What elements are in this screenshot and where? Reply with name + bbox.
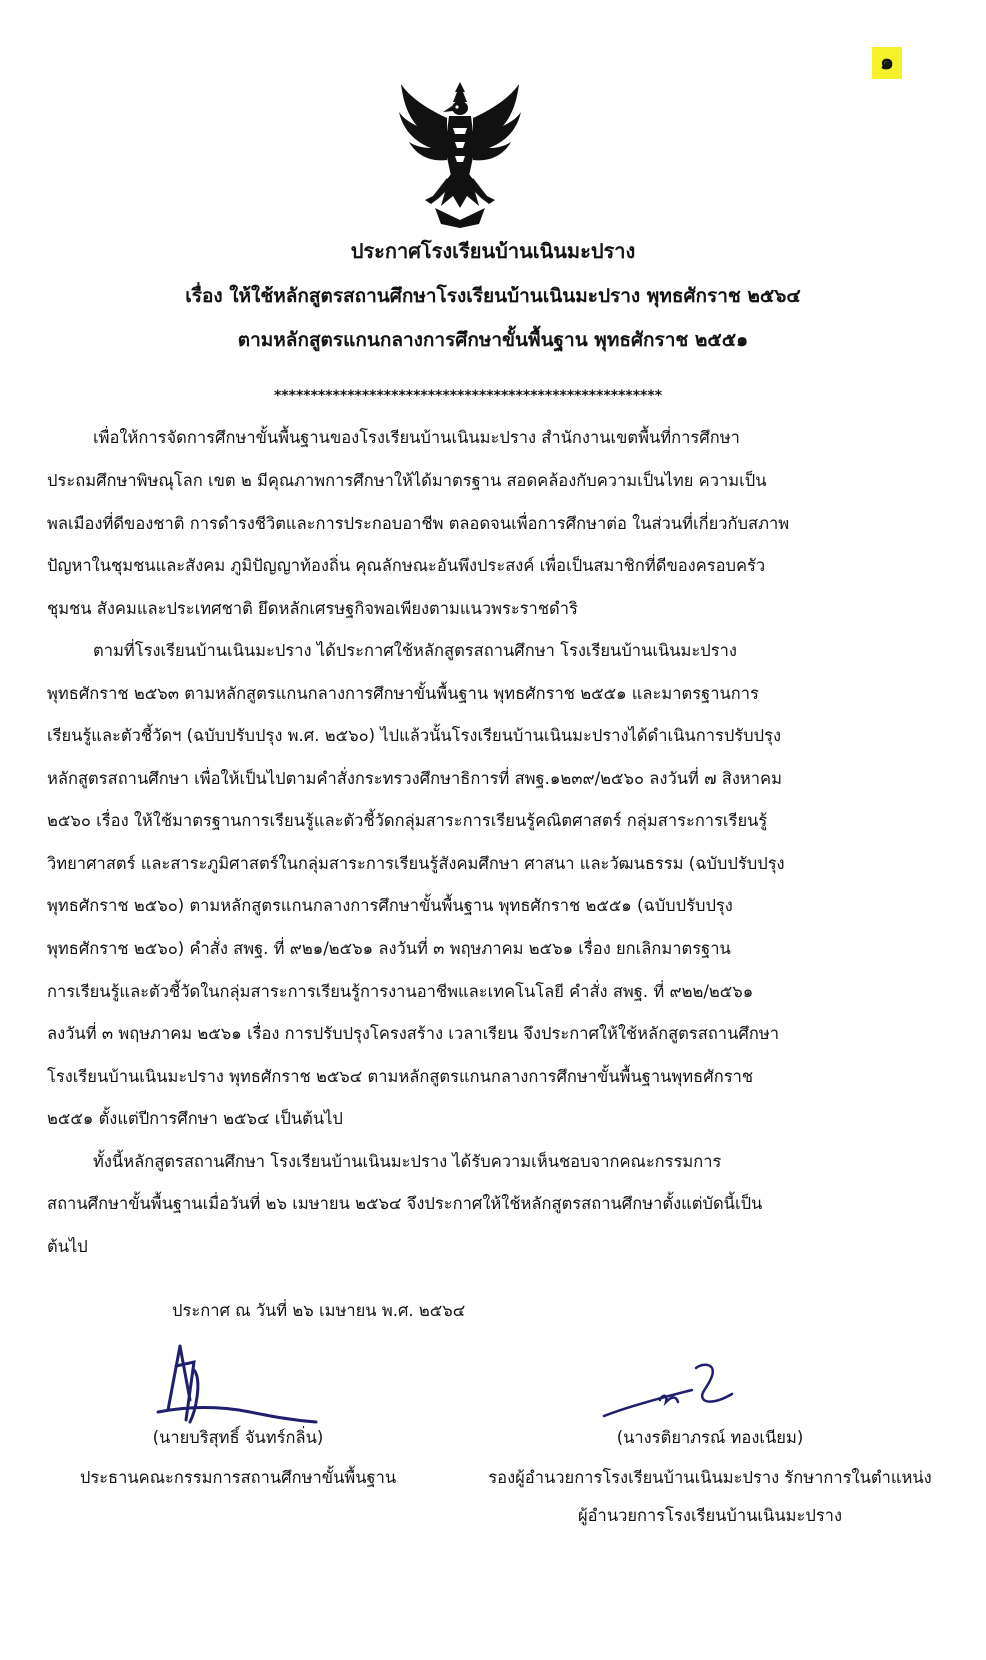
left-signature-icon (150, 1340, 320, 1430)
announcement-title: ประกาศโรงเรียนบ้านเนินมะปราง (350, 239, 636, 263)
right-signatory-name: (นางรติยาภรณ์ ทองเนียม) (616, 1428, 804, 1447)
right-signatory-position-line2: ผู้อำนวยการโรงเรียนบ้านเนินมะปราง (577, 1506, 843, 1525)
announcement-date: ประกาศ ณ วันที่ ๒๖ เมษายน พ.ศ. ๒๕๖๔ (172, 1301, 466, 1320)
text-line: ตามที่โรงเรียนบ้านเนินมะปราง ได้ประกาศใช้หลักสูตรสถานศึกษา โรงเรียนบ้านเนินมะปราง (93, 641, 737, 660)
right-signatory (455, 1425, 965, 1529)
left-signatory-name: (นายบริสุทธิ์ จันทร์กลิ่น) (152, 1428, 324, 1447)
text-line: หลักสูตรสถานศึกษา เพื่อให้เป็นไปตามคำสั่งกระทรวงศึกษาธิการที่ สพฐ.๑๒๓๙/๒๕๖๐ ลงวันที่ ๗ สิงหาคม (47, 769, 782, 788)
left-signatory (0, 1425, 476, 1491)
announcement-basis: ตามหลักสูตรแกนกลางการศึกษาขั้นพื้นฐาน พุทธศักราช ๒๕๕๑ (237, 329, 749, 351)
text-line: เรียนรู้และตัวชี้วัดฯ (ฉบับปรับปรุง พ.ศ. ๒๕๖๐) ไปแล้วนั้นโรงเรียนบ้านเนินมะปรางได้ดำเนินการปรับปรุง (47, 726, 782, 745)
text-line: โรงเรียนบ้านเนินมะปราง พุทธศักราช ๒๕๖๔ ตามหลักสูตรแกนกลางการศึกษาขั้นพื้นฐานพุทธศักราช (47, 1067, 754, 1086)
text-line: ปัญหาในชุมชนและสังคม ภูมิปัญญาท้องถิ่น คุณลักษณะอันพึงประสงค์ เพื่อเป็นสมาชิกที่ดีของครอบครัว (47, 556, 766, 575)
right-signatory-position: รองผู้อำนวยการโรงเรียนบ้านเนินมะปราง รักษาการในตำแหน่ง (488, 1468, 932, 1487)
page-number: ๑ (872, 47, 902, 79)
right-signature-icon (600, 1360, 740, 1420)
text-line: พุทธศักราช ๒๕๖๐) คำสั่ง สพฐ. ที่ ๙๒๑/๒๕๖๑ ลงวันที่ ๓ พฤษภาคม ๒๕๖๑ เรื่อง ยกเลิกมาตรฐาน (47, 939, 731, 958)
text-line: ประถมศึกษาพิษณุโลก เขต ๒ มีคุณภาพการศึกษาให้ได้มาตรฐาน สอดคล้องกับความเป็นไทย ความเป็น (47, 471, 767, 490)
text-line: พุทธศักราช ๒๕๖๐) ตามหลักสูตรแกนกลางการศึกษาขั้นพื้นฐาน พุทธศักราช ๒๕๕๑ (ฉบับปรับปรุง (47, 896, 733, 915)
announcement-subject: เรื่อง ให้ใช้หลักสูตรสถานศึกษาโรงเรียนบ้านเนินมะปราง พุทธศักราช ๒๕๖๔ (185, 285, 801, 307)
text-line: เพื่อให้การจัดการศึกษาขั้นพื้นฐานของโรงเรียนบ้านเนินมะปราง สำนักงานเขตพื้นที่การศึกษา (93, 428, 740, 447)
left-signatory-position: ประธานคณะกรรมการสถานศึกษาขั้นพื้นฐาน (79, 1468, 397, 1487)
text-line: ทั้งนี้หลักสูตรสถานศึกษา โรงเรียนบ้านเนินมะปราง ได้รับความเห็นชอบจากคณะกรรมการ (93, 1152, 722, 1171)
text-line: วิทยาศาสตร์ และสาระภูมิศาสตร์ในกลุ่มสาระการเรียนรู้สังคมศึกษา ศาสนา และวัฒนธรรม (ฉบับปรับปรุง (47, 854, 785, 873)
text-line: ๒๕๕๑ ตั้งแต่ปีการศึกษา ๒๕๖๔ เป็นต้นไป (47, 1109, 343, 1128)
text-line: ๒๕๖๐ เรื่อง ให้ใช้มาตรฐานการเรียนรู้และตัวชี้วัดกลุ่มสาระการเรียนรู้คณิตศาสตร์ กลุ่มสาระการเรียนรู้ (47, 811, 768, 830)
text-line: ชุมชน สังคมและประเทศชาติ ยึดหลักเศรษฐกิจพอเพียงตามแนวพระราชดำริ (47, 599, 578, 618)
text-line: การเรียนรู้และตัวชี้วัดในกลุ่มสาระการเรียนรู้การงานอาชีพและเทคโนโลยี คำสั่ง สพฐ. ที่ ๙๒๒/๒๕๖๑ (47, 982, 754, 1001)
text-line: สถานศึกษาขั้นพื้นฐานเมื่อวันที่ ๒๖ เมษายน ๒๕๖๔ จึงประกาศให้ใช้หลักสูตรสถานศึกษาตั้งแต่บัดนี้เป็น (47, 1194, 763, 1213)
garuda-emblem-icon (395, 78, 525, 228)
separator-stars: ***************************************************** (273, 388, 663, 404)
text-line: ต้นไป (47, 1237, 88, 1256)
text-line: ลงวันที่ ๓ พฤษภาคม ๒๕๖๑ เรื่อง การปรับปรุงโครงสร้าง เวลาเรียน จึงประกาศให้ใช้หลักสูตรสถานศึกษา (47, 1024, 779, 1043)
text-line: พลเมืองที่ดีของชาติ การดำรงชีวิตและการประกอบอาชีพ ตลอดจนเพื่อการศึกษาต่อ ในส่วนที่เกี่ยวกับสภาพ (47, 514, 790, 533)
text-line: พุทธศักราช ๒๕๖๓ ตามหลักสูตรแกนกลางการศึกษาขั้นพื้นฐาน พุทธศักราช ๒๕๕๑ และมาตรฐานการ (47, 684, 759, 703)
